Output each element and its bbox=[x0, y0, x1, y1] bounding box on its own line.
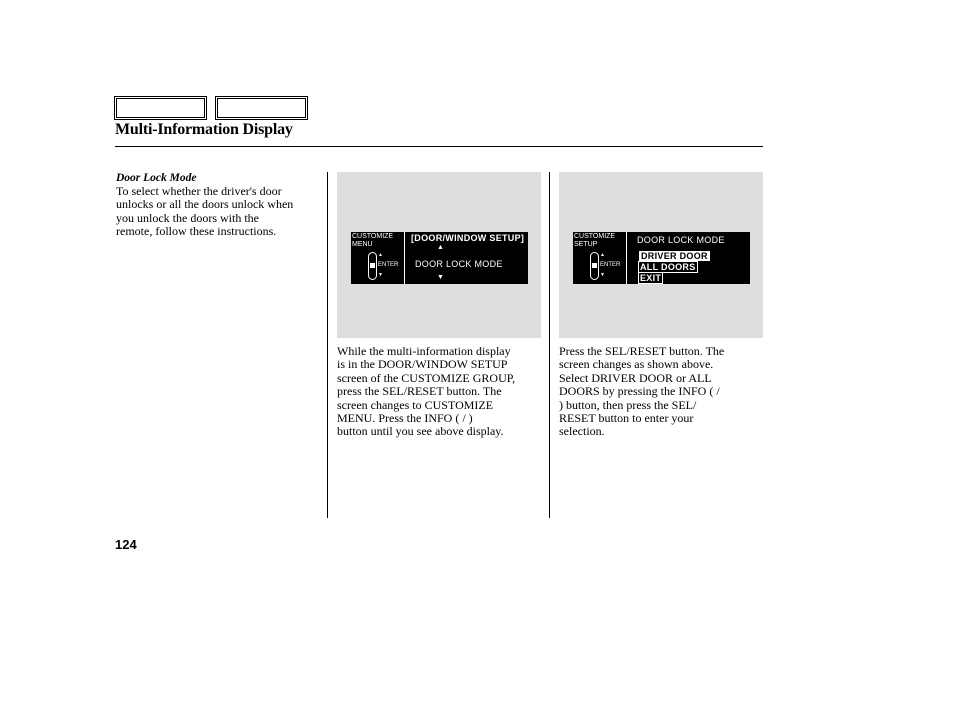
page-number: 124 bbox=[115, 537, 137, 552]
page-title: Multi-Information Display bbox=[115, 121, 293, 138]
step1-paragraph: While the multi-information display is in the DOOR/WINDOW SETUP screen of the CUSTOMIZE GROUP, press the SEL/RESET button. The screen changes to CUSTOMIZE MENU. Press the INFO ( / ) button until you see above display. bbox=[337, 344, 516, 439]
knob-up-arrow-icon: ▲ bbox=[378, 252, 383, 258]
lcd-side-label: CUSTOMIZE SETUP bbox=[574, 233, 616, 248]
lcd-side-label: CUSTOMIZE MENU bbox=[352, 233, 394, 248]
knob-down-arrow-icon: ▼ bbox=[378, 272, 383, 278]
figure-customize-menu bbox=[337, 172, 541, 338]
enter-label: ENTER bbox=[600, 262, 621, 268]
down-arrow-icon: ▼ bbox=[437, 274, 444, 281]
option-exit: EXIT bbox=[640, 273, 662, 283]
select-marker-icon bbox=[370, 263, 375, 268]
lcd-main-line: DOOR LOCK MODE bbox=[415, 259, 503, 269]
column-divider-2 bbox=[549, 172, 550, 518]
option-all-doors: ALL DOORS bbox=[640, 262, 696, 272]
nav-tab-box-1[interactable] bbox=[114, 96, 207, 120]
knob-up-arrow-icon: ▲ bbox=[600, 252, 605, 258]
nav-tab-box-2[interactable] bbox=[215, 96, 308, 120]
select-marker-icon bbox=[592, 263, 597, 268]
lcd-top-line: [DOOR/WINDOW SETUP] bbox=[411, 233, 525, 243]
knob-down-arrow-icon: ▼ bbox=[600, 272, 605, 278]
lcd-divider bbox=[626, 232, 627, 284]
lcd-divider bbox=[404, 232, 405, 284]
section-heading: Door Lock Mode bbox=[116, 172, 197, 184]
title-divider bbox=[115, 146, 763, 147]
lcd-display-1 bbox=[351, 232, 528, 284]
lcd-title-line: DOOR LOCK MODE bbox=[637, 235, 725, 245]
intro-paragraph: To select whether the driver's door unlocks or all the doors unlock when you unlock the doors with the remote, follow these instructions. bbox=[116, 184, 294, 239]
option-driver-door: DRIVER DOOR bbox=[641, 251, 708, 261]
figure-door-lock-mode bbox=[559, 172, 763, 338]
up-arrow-icon: ▲ bbox=[437, 244, 444, 251]
lcd-display-2 bbox=[573, 232, 750, 284]
enter-label: ENTER bbox=[378, 262, 399, 268]
column-divider-1 bbox=[327, 172, 328, 518]
step2-paragraph: Press the SEL/RESET button. The screen changes as shown above. Select DRIVER DOOR or ALL DOORS by pressing the INFO ( / ) button, then press the SEL/ RESET button to enter your selection. bbox=[559, 344, 725, 439]
